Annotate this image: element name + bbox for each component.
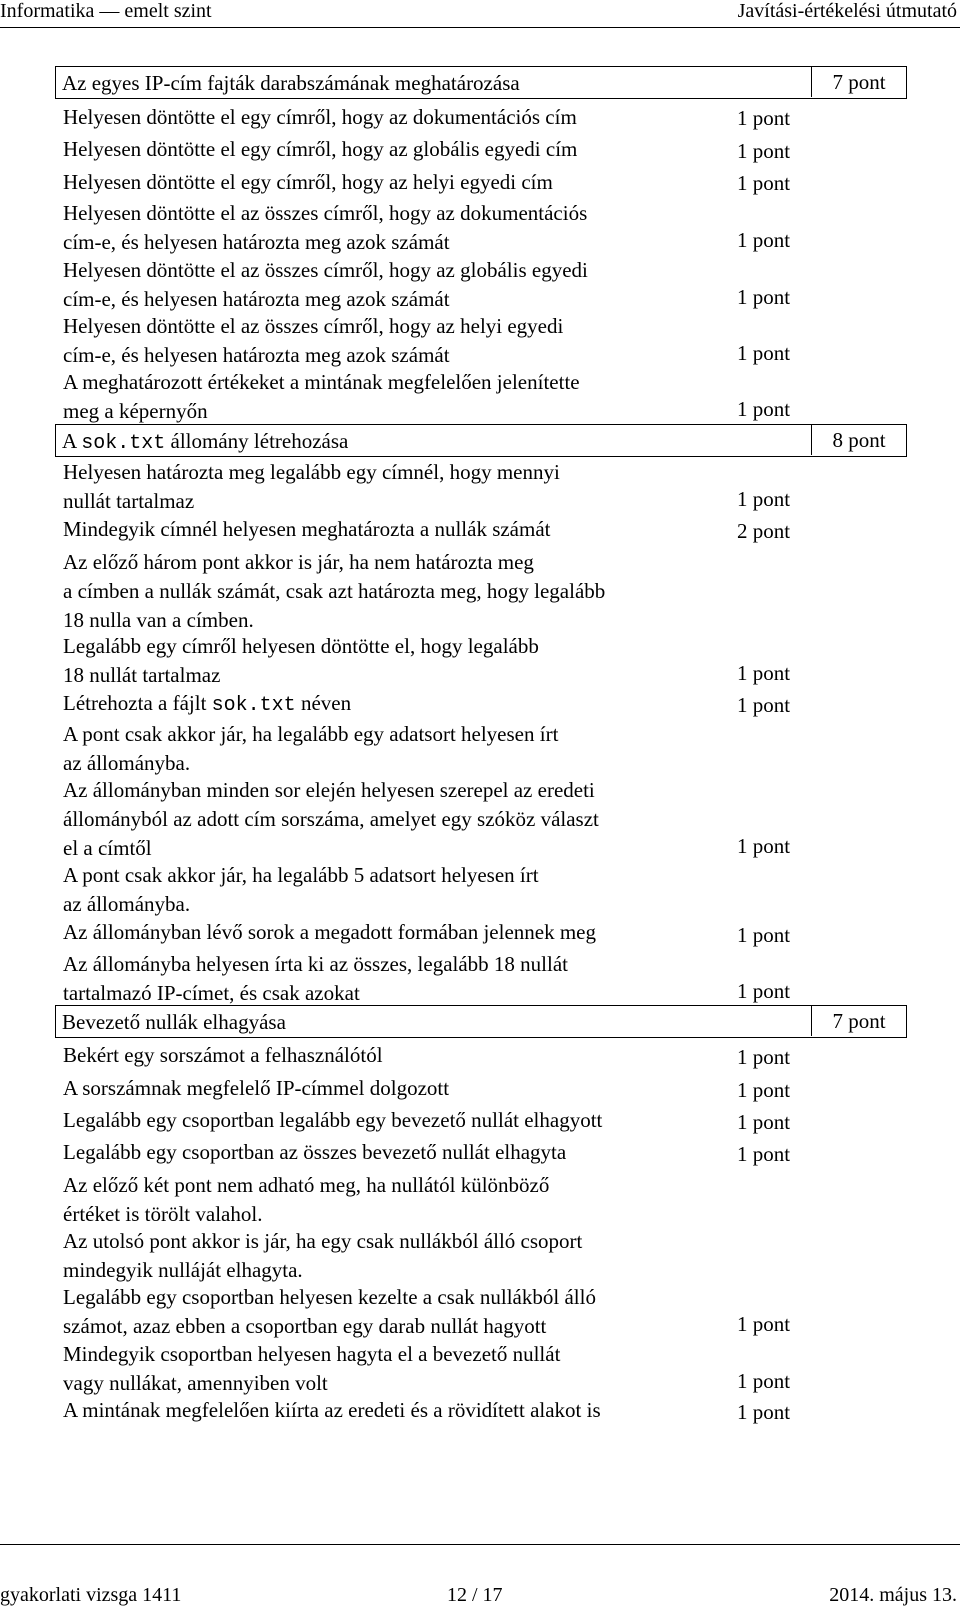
criterion-text: A mintának megfelelően kiírta az eredeti és a rövidített alakot is (63, 1398, 601, 1422)
criterion-points: 1 pont (737, 979, 791, 1003)
criterion-points: 1 pont (737, 1369, 791, 1393)
criterion-text: állományból az adott cím sorszáma, amelyet egy szóköz választ (63, 807, 599, 831)
criterion-text: A sorszámnak megfelelő IP-címmel dolgozott (63, 1076, 450, 1100)
note-text: 18 nulla van a címben. (63, 608, 254, 632)
criterion-note (63, 1171, 723, 1229)
criterion-text: A meghatározott értékeket a mintának megfelelően jelenítette (63, 370, 580, 394)
criterion-points: 1 pont (737, 487, 791, 511)
criterion-points: 1 pont (737, 139, 791, 163)
criterion-points: 1 pont (737, 228, 791, 252)
criterion-text: cím-e, és helyesen határozta meg azok számát (63, 287, 450, 311)
criterion-item (63, 458, 723, 516)
criterion-text: el a címtől (63, 836, 152, 860)
criterion-points: 1 pont (737, 1312, 791, 1336)
criterion-note (63, 548, 723, 635)
criterion-text: Az állományban lévő sorok a megadott formában jelennek meg (63, 920, 596, 944)
note-text: mindegyik nulláját elhagyta. (63, 1258, 303, 1282)
criterion-text: vagy nullákat, amennyiben volt (63, 1371, 328, 1395)
criterion-text: Helyesen döntötte el egy címről, hogy az globális egyedi cím (63, 137, 578, 161)
criterion-item (63, 1106, 723, 1135)
criterion-points: 1 pont (737, 1110, 791, 1134)
section-title (62, 429, 348, 455)
criterion-note (63, 1227, 723, 1285)
criterion-item (63, 950, 723, 1008)
criterion-item (63, 199, 723, 257)
criterion-text: Az állományba helyesen írta ki az összes, legalább 18 nullát (63, 952, 568, 976)
section-head-sok-file (55, 424, 907, 457)
criterion-text: Bekért egy sorszámot a felhasználótól (63, 1043, 383, 1067)
criterion-item (63, 103, 723, 132)
note-text: Az utolsó pont akkor is jár, ha egy csak nullákból álló csoport (63, 1229, 583, 1253)
criterion-text (63, 689, 723, 720)
note-text: a címben a nullák számát, csak azt határozta meg, hogy legalább (63, 579, 606, 603)
section-head-ip-types (55, 66, 907, 99)
section-title-filename: sok.txt (81, 432, 166, 455)
criterion-points: 2 pont (737, 519, 791, 543)
criterion-item (63, 632, 723, 690)
criterion-points: 1 pont (737, 834, 791, 858)
section-points: 7 pont (811, 1006, 906, 1036)
criterion-text: számot, azaz ebben a csoportban egy darab nullát hagyott (63, 1314, 547, 1338)
criterion-points: 1 pont (737, 693, 791, 717)
note-text: Az előző két pont nem adható meg, ha nullától különböző (63, 1173, 550, 1197)
criterion-item (63, 1340, 723, 1398)
criterion-text: nullát tartalmaz (63, 489, 195, 513)
criterion-text: Legalább egy címről helyesen döntötte el, hogy legalább (63, 634, 539, 658)
criterion-text: Helyesen döntötte el egy címről, hogy az helyi egyedi cím (63, 170, 553, 194)
criterion-text: Legalább egy csoportban legalább egy bevezető nullát elhagyott (63, 1108, 603, 1132)
criterion-note (63, 861, 723, 919)
note-text: az állományba. (63, 751, 191, 775)
criterion-points: 1 pont (737, 397, 791, 421)
criterion-text: cím-e, és helyesen határozta meg azok számát (63, 230, 450, 254)
criterion-item (63, 1283, 723, 1341)
header-guide-title: Javítási-értékelési útmutató (737, 0, 957, 22)
section-title: Az egyes IP-cím fajták darabszámának meghatározása (62, 71, 520, 95)
note-text: Az előző három pont akkor is jár, ha nem határozta meg (63, 550, 534, 574)
header-rule (0, 27, 960, 28)
criterion-text: Helyesen határozta meg legalább egy címnél, hogy mennyi (63, 460, 560, 484)
criterion-item (63, 918, 723, 947)
section-points: 7 pont (811, 67, 906, 97)
page-header (0, 0, 960, 30)
criterion-points: 1 pont (737, 1078, 791, 1102)
footer-date: 2014. május 13. (829, 1584, 957, 1606)
criterion-item (63, 689, 723, 720)
footer-rule (0, 1544, 960, 1545)
criterion-item (63, 168, 723, 197)
note-text: A pont csak akkor jár, ha legalább egy adatsort helyesen írt (63, 722, 559, 746)
criterion-item (63, 135, 723, 164)
criterion-item (63, 1074, 723, 1103)
criterion-points: 1 pont (737, 106, 791, 130)
criterion-filename: sok.txt (211, 694, 296, 717)
criterion-item (63, 1396, 723, 1425)
criterion-points: 1 pont (737, 341, 791, 365)
criterion-text: 18 nullát tartalmaz (63, 663, 221, 687)
criterion-points: 1 pont (737, 171, 791, 195)
footer-page-number: 12 / 17 (447, 1584, 503, 1606)
criterion-text: Mindegyik címnél helyesen meghatározta a nullák számát (63, 517, 551, 541)
criterion-item (63, 256, 723, 314)
note-text: értéket is törölt valahol. (63, 1202, 263, 1226)
section-points: 8 pont (811, 425, 906, 455)
criterion-text: Helyesen döntötte el az összes címről, hogy az globális egyedi (63, 258, 588, 282)
criterion-text: Mindegyik csoportban helyesen hagyta el a bevezető nullát (63, 1342, 561, 1366)
criterion-points: 1 pont (737, 661, 791, 685)
criterion-text-pre: Létrehozta a fájlt (63, 691, 212, 715)
criterion-text: Helyesen döntötte el egy címről, hogy az dokumentációs cím (63, 105, 577, 129)
criterion-item (63, 1041, 723, 1070)
criterion-item (63, 776, 723, 863)
criterion-text: Helyesen döntötte el az összes címről, hogy az helyi egyedi (63, 314, 564, 338)
note-text: A pont csak akkor jár, ha legalább 5 adatsort helyesen írt (63, 863, 539, 887)
criterion-points: 1 pont (737, 1142, 791, 1166)
criterion-item (63, 1138, 723, 1167)
criterion-points: 1 pont (737, 923, 791, 947)
criterion-item (63, 312, 723, 370)
criterion-points: 1 pont (737, 1400, 791, 1424)
criterion-text: Az állományban minden sor elején helyesen szerepel az eredeti (63, 778, 595, 802)
criterion-text-post: néven (295, 691, 352, 715)
criterion-text: meg a képernyőn (63, 399, 208, 423)
criterion-text: cím-e, és helyesen határozta meg azok számát (63, 343, 450, 367)
criterion-text: Legalább egy csoportban helyesen kezelte a csak nullákból álló (63, 1285, 596, 1309)
section-head-leading-zeros (55, 1005, 907, 1038)
header-subject: Informatika — emelt szint (0, 0, 212, 22)
criterion-note (63, 720, 723, 778)
section-title: Bevezető nullák elhagyása (62, 1010, 286, 1034)
criterion-points: 1 pont (737, 1045, 791, 1069)
criterion-text: Legalább egy csoportban az összes bevezető nullát elhagyta (63, 1140, 567, 1164)
criterion-item (63, 515, 723, 544)
section-title-pre: A (62, 429, 82, 453)
footer-exam-id: gyakorlati vizsga 1411 (0, 1584, 182, 1606)
criterion-item (63, 368, 723, 426)
note-text: az állományba. (63, 892, 191, 916)
criterion-text: Helyesen döntötte el az összes címről, hogy az dokumentációs (63, 201, 588, 225)
section-title-post: állomány létrehozása (165, 429, 349, 453)
criterion-points: 1 pont (737, 285, 791, 309)
criterion-text: tartalmazó IP-címet, és csak azokat (63, 981, 360, 1005)
